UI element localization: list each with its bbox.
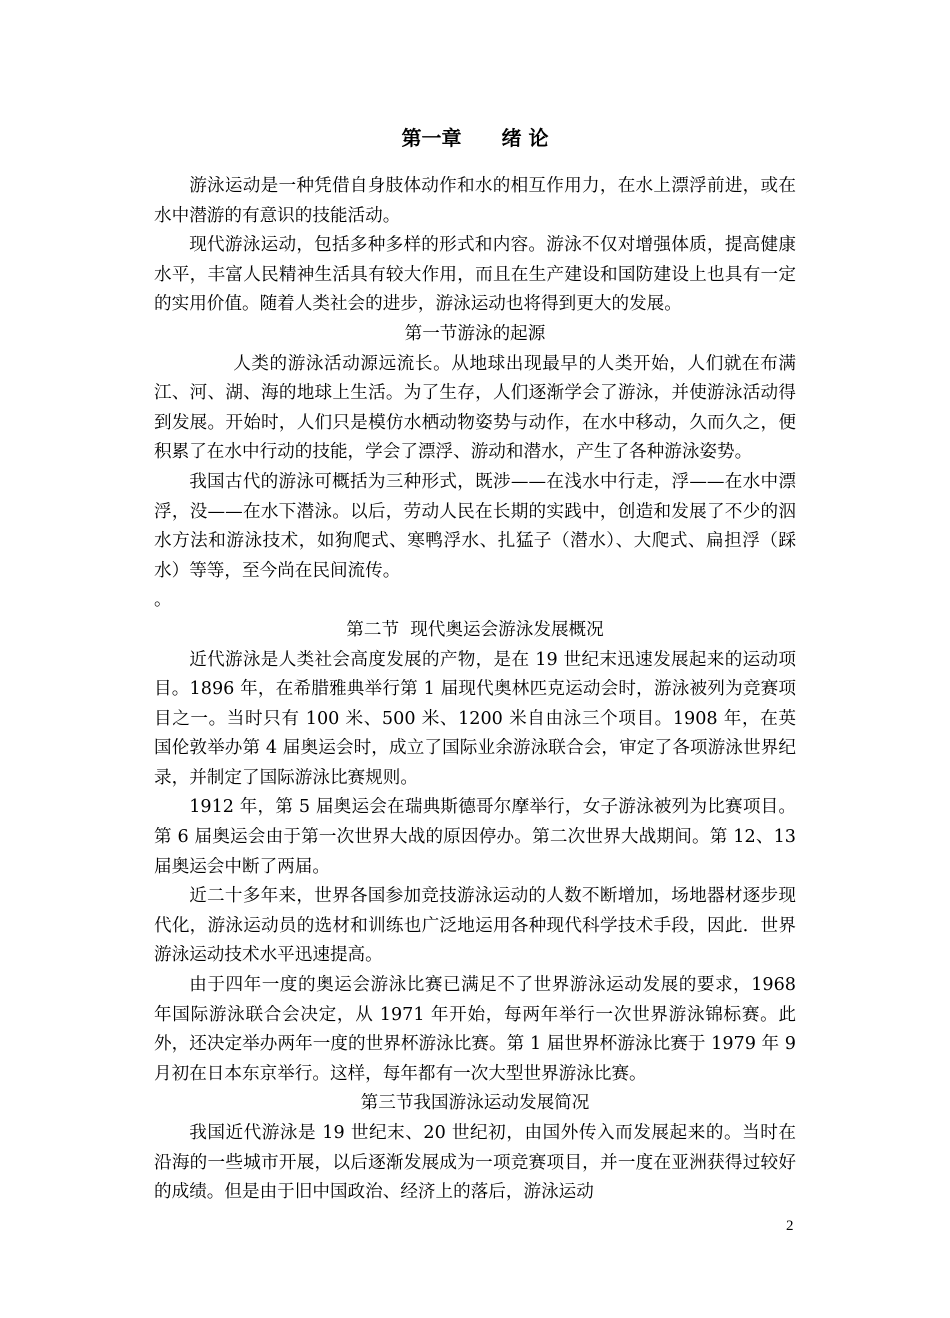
section-heading-3: 第三节我国游泳运动发展简况	[360, 1093, 590, 1114]
section-heading-2: 第二节 现代奥运会游泳发展概况	[346, 619, 604, 640]
paragraph-intro-1: 游泳运动是一种凭借自身肢体动作和水的相互作用力，在水上漂浮前进，或在水中潜游的有意识的技能活动。	[154, 176, 796, 226]
paragraph-s2-4: 由于四年一度的奥运会游泳比赛已满足不了世界游泳运动发展的要求，1968 年国际游泳联合会决定，从 1971 年开始，每两年举行一次世界游泳锦标赛。此外，还决定举办两年一度的世界杯游泳比赛。第 1 届世界杯游泳比赛于 1979 年 9 月初在日本东京举行。这样，每年都有一次大型世界游泳比赛。	[154, 975, 796, 1084]
paragraph-s2-2: 1912 年，第 5 届奥运会在瑞典斯德哥尔摩举行，女子游泳被列为比赛项目。第 6 届奥运会由于第一次世界大战的原因停办。第二次世界大战期间。第 12、13 届奥运会中断了两届。	[154, 797, 796, 877]
stray-punctuation: 。	[154, 590, 172, 611]
paragraph-s1-2: 我国古代的游泳可概括为三种形式，既涉——在浅水中行走，浮——在水中漂浮，没——在水下潜泳。以后，劳动人民在长期的实践中，创造和发展了不少的泅水方法和游泳技术，如狗爬式、寒鸭浮水、扎猛子（潜水）、大爬式、扁担浮（踩水）等等，至今尚在民间流传。	[154, 471, 796, 581]
paragraph-s3-1: 我国近代游泳是 19 世纪末、20 世纪初，由国外传入而发展起来的。当时在沿海的一些城市开展，以后逐渐发展成为一项竞赛项目，并一度在亚洲获得过较好的成绩。但是由于旧中国政治、经济上的落后，游泳运动	[154, 1123, 796, 1203]
body-text	[154, 172, 796, 1208]
chapter-title: 第一章 绪 论	[401, 126, 549, 150]
section-heading-1: 第一节游泳的起源	[404, 323, 546, 344]
paragraph-s2-3: 近二十多年来，世界各国参加竞技游泳运动的人数不断增加，场地器材逐步现代化，游泳运动员的选材和训练也广泛地运用各种现代科学技术手段，因此．世界游泳运动技术水平迅速提高。	[154, 886, 796, 966]
paragraph-intro-2: 现代游泳运动，包括多种多样的形式和内容。游泳不仅对增强体质，提高健康水平，丰富人民精神生活具有较大作用，而且在生产建设和国防建设上也具有一定的实用价值。随着人类社会的进步，游泳运动也将得到更大的发展。	[154, 235, 796, 315]
paragraph-s2-1: 近代游泳是人类社会高度发展的产物，是在 19 世纪末迅速发展起来的运动项目。1896 年，在希腊雅典举行第 1 届现代奥林匹克运动会时，游泳被列为竞赛项目之一。当时只有 100 米、500 米、1200 米自由泳三个项目。1908 年，在英国伦敦举办第 4 届奥运会时，成立了国际业余游泳联合会，审定了各项游泳世界纪录，并制定了国际游泳比赛规则。	[154, 649, 796, 788]
paragraph-s1-1: 人类的游泳活动源远流长。从地球出现最早的人类开始，人们就在布满江、河、湖、海的地球上生活。为了生存，人们逐渐学会了游泳，并使游泳活动得到发展。开始时，人们只是模仿水栖动物姿势与动作，在水中移动，久而久之，便积累了在水中行动的技能，学会了漂浮、游动和潜水，产生了各种游泳姿势。	[154, 353, 796, 463]
page-number: 2	[786, 1218, 794, 1234]
